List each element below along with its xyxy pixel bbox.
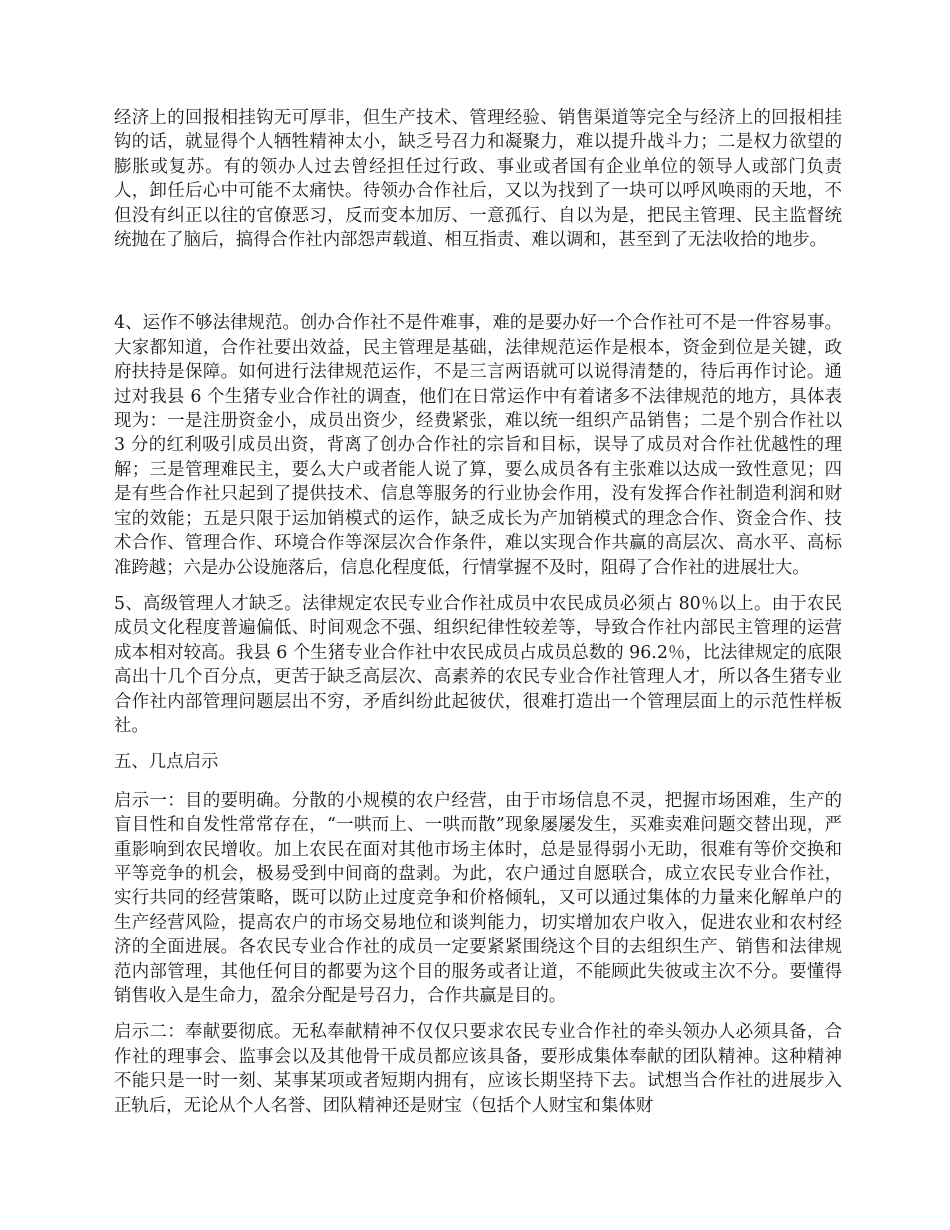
paragraph-management-talent: 5、高级管理人才缺乏。法律规定农民专业合作社成员中农民成员必须占 80％以上。由于农民成员文化程度普遍偏低、时间观念不强、组织纪律性较差等，导致合作社内部民主管理的运营成本相对较高。我县 6 个生猪专业合作社中农民成员占成员总数的 96.2％，比法律规定的底限高出十几个百分点，更苦于缺乏高层次、高素养的农民专业合作社管理人才，所以各生猪专业合作社内部管理问题层出不穷，矛盾纠纷此起彼伏，很难打造出一个管理层面上的示范性样板社。 — [114, 593, 842, 736]
paragraph-insight-one: 启示一：目的要明确。分散的小规模的农户经营，由于市场信息不灵，把握市场困难，生产的盲目性和自发性常常存在，“一哄而上、一哄而散”现象屡屡发生，买难卖难问题交替出现，严重影响到农民增收。加上农民在面对其他市场主体时，总是显得弱小无助，很难有等价交换和平等竞争的机会，极易受到中间商的盘剥。为此，农户通过自愿联合，成立农民专业合作社，实行共同的经营策略，既可以防止过度竞争和价格倾轧，又可以通过集体的力量来化解单户的生产经营风险，提高农户的市场交易地位和谈判能力，切实增加农户收入，促进农业和农村经济的全面进展。各农民专业合作社的成员一定要紧紧围绕这个目的去组织生产、销售和法律规范内部管理，其他任何目的都要为这个目的服务或者让道，不能顾此失彼或主次不分。要懂得销售收入是生命力，盈余分配是号召力，合作共赢是目的。 — [114, 790, 842, 1006]
document-body — [114, 106, 842, 1130]
paragraph-continued-power-issues: 经济上的回报相挂钩无可厚非，但生产技术、管理经验、销售渠道等完全与经济上的回报相挂钩的话，就显得个人牺牲精神太小，缺乏号召力和凝聚力，难以提升战斗力；二是权力欲望的膨胀或复苏。有的领办人过去曾经担任过行政、事业或者国有企业单位的领导人或部门负责人，卸任后心中可能不太痛快。待领办合作社后，又以为找到了一块可以呼风唤雨的天地，不但没有纠正以往的官僚恶习，反而变本加厉、一意孤行、自以为是，把民主管理、民主监督统统抛在了脑后，搞得合作社内部怨声载道、相互指责、难以调和，甚至到了无法收拾的地步。 — [114, 108, 842, 251]
section-heading-insights: 五、几点启示 — [114, 752, 219, 773]
paragraph-insight-two: 启示二：奉献要彻底。无私奉献精神不仅仅只要求农民专业合作社的牵头领办人必须具备，合作社的理事会、监事会以及其他骨干成员都应该具备，要形成集体奉献的团队精神。这种精神不能只是一时一刻、某事某项或者短期内拥有，应该长期坚持下去。试想当合作社的进展步入正轨后，无论从个人名誉、团队精神还是财宝（包括个人财宝和集体财 — [114, 1022, 842, 1116]
paragraph-legal-standardization: 4、运作不够法律规范。创办合作社不是件难事，难的是要办好一个合作社可不是一件容易事。大家都知道，合作社要出效益，民主管理是基础，法律规范运作是根本，资金到位是关键，政府扶持是保障。如何进行法律规范运作，不是三言两语就可以说得清楚的，待后再作讨论。通过对我县 6 个生猪专业合作社的调查，他们在日常运作中有着诸多不法律规范的地方，具体表现为：一是注册资金小，成员出资少，经费紧张，难以统一组织产品销售；二是个别合作社以 3 分的红利吸引成员出资，背离了创办合作社的宗旨和目标，误导了成员对合作社优越性的理解；三是管理难民主，要么大户或者能人说了算，要么成员各有主张难以达成一致性意见；四是有些合作社只起到了提供技术、信息等服务的行业协会作用，没有发挥合作社制造利润和财宝的效能；五是只限于运加销模式的运作，缺乏成长为产加销模式的理念合作、资金合作、技术合作、管理合作、环境合作等深层次合作条件，难以实现合作共赢的高层次、高水平、高标准跨越；六是办公设施落后，信息化程度低，行情掌握不及时，阻碍了合作社的进展壮大。 — [114, 313, 842, 578]
